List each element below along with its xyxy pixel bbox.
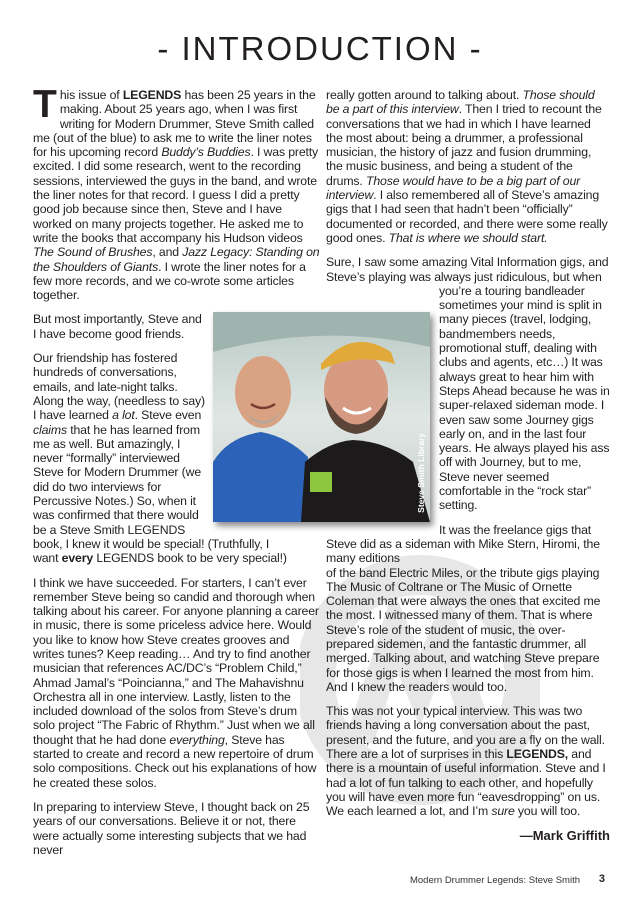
text-run: In preparing to interview Steve, I thought back on 25 years of our conversations. Believe it or not, there were actually some interesting subjects that we had never — [33, 799, 310, 857]
italic-text: Buddy’s Buddies — [161, 145, 251, 160]
running-footer: Modern Drummer Legends: Steve Smith — [409, 875, 580, 887]
text-run: LEGENDS book to be very special!) — [93, 551, 287, 566]
text-run: that he has learned from me as well. But amazingly, I never “formally” interviewed Steve for Modern Drummer (we did do two interviews for Percussive Notes.) So, when it was confirmed that there would be a Steve Smith LEGENDS book, I knew it would be special! (Truthfully, I — [33, 422, 270, 551]
text-run: his issue of — [59, 88, 123, 102]
paragraph-text — [326, 704, 606, 818]
text-run: , Steve has started to create and record a new repertoire of drum solo compositions. Check out his explanations of how he created these solos. — [33, 732, 317, 790]
intro-paragraph-5 — [326, 88, 610, 245]
text-run: , and — [152, 245, 183, 260]
paragraph-text — [326, 255, 608, 283]
intro-paragraph-1 — [33, 83, 320, 303]
paragraph-text — [326, 523, 600, 566]
text-run: of the band Electric Miles, or the tribute gigs playing The Music of Coltrane or The Music of Ornette Coleman that were always the ones that excited me the most. I witnessed many of them. That is where Steve’s role of the student of music, the over-prepared sidemen, and the fantastic drummer, all merged. Talking about, and watching Steve prepare for those gigs is when I learned the most from him. And I knew the readers would too. — [326, 565, 601, 694]
intro-paragraph-3 — [33, 576, 320, 790]
italic-text: The Sound of Brushes — [33, 245, 153, 260]
text-run: But most importantly, Steve and I have become good friends. — [33, 312, 202, 341]
italic-text: Jazz Legacy: Standing on the Shoulders of Giants — [33, 245, 320, 274]
text-run: and there is a mountain of useful information. Steve and I had a lot of fun talking to each other, and hopefully you will have even more fun “eavesdropping” on us. We each learned a lot, and I’m — [326, 747, 606, 819]
page-title: - INTRODUCTION - — [157, 30, 483, 67]
text-run: . I was pretty excited. I did some research, went to the recording sessions, interviewed the guys in the band, and wrote the liner notes for that record. I guess I did a pretty good job because since then, Steve and I have worked on many projects together. He asked me to write the books that accompany his Hudson videos — [33, 145, 319, 245]
paragraph-text — [33, 576, 319, 790]
drop-cap: T — [33, 83, 57, 126]
bold-text: LEGENDS, — [506, 747, 569, 762]
text-run: you will too. — [514, 804, 581, 819]
paragraph-text — [33, 800, 309, 857]
text-run: . I wrote the liner notes for a few more records, and we co-wrote some articles together. — [33, 259, 306, 303]
italic-text: sure — [491, 804, 515, 819]
paragraph-text — [33, 83, 320, 303]
italic-text: a lot — [112, 408, 135, 423]
italic-text: That is where we should start. — [388, 230, 548, 245]
italic-text: Those should be a part of this interview — [326, 88, 595, 117]
text-run: . Steve even — [134, 408, 202, 423]
intro-paragraph-7 — [326, 566, 610, 695]
text-run: want — [33, 551, 62, 566]
photo-credit: Steve Smith Library — [416, 432, 426, 513]
intro-paragraph-8 — [326, 704, 610, 818]
paragraph-text — [326, 566, 600, 694]
bold-text: every — [61, 551, 94, 566]
bold-text: LEGENDS — [122, 88, 182, 102]
paragraph-text — [33, 551, 287, 565]
author-signature: —Mark Griffith — [519, 827, 610, 843]
text-run: . I also remembered all of Steve’s amazing gigs that I had seen that hadn’t been “officially” documented or recorded, and there were some really good ones. — [326, 188, 608, 245]
text-run: really gotten around to talking about. — [326, 88, 523, 102]
text-run: you’re a touring bandleader sometimes your mind is split in many pieces (travel, lodging, bandmembers needs, promotional stuff, dealing with clubs and agents, etc…) It was always great to hear him with Steps Ahead because he was in super-relaxed sideman mode. I even saw some Journey gigs early on, and in the last four years. He always played his ass off with Journey, but to me, Steve never seemed comfortable in the “rock star” setting. — [439, 283, 610, 513]
intro-paragraph-2-end — [33, 551, 320, 565]
text-run: . Then I tried to recount the conversations that we had in which I have learned the most about: being a drummer, a professional musician, the history of jazz and fusion drumming, the music business, and being a student of the drums. — [326, 102, 602, 188]
text-run: Sure, I saw some amazing Vital Information gigs, and Steve’s playing was always just ridiculous, but when — [326, 255, 609, 284]
text-run: This was not your typical interview. This was two friends having a long conversation about the past, present, and the future, and you are a fly on the wall. There are a lot of surprises in this — [326, 704, 605, 762]
photo-steve-smith-and-author — [213, 312, 430, 522]
text-run: Our friendship has fostered hundreds of conversations, emails, and late-night talks. Along the way, (needless to say) I have learned — [33, 351, 206, 423]
text-run: It was the freelance gigs that Steve did as a sideman with Mike Stern, Hiromi, the many editions — [326, 522, 600, 566]
page-number: 3 — [598, 873, 605, 886]
italic-text: everything — [169, 732, 225, 747]
intro-paragraph-6 — [326, 255, 610, 284]
intro-paragraph-4 — [33, 800, 320, 857]
paragraph-text — [326, 88, 608, 245]
paragraph-text — [439, 284, 610, 512]
intro-paragraph-7-wrap — [326, 523, 610, 566]
italic-text: Those would have to be a big part of our interview — [326, 173, 581, 203]
italic-text: claims — [33, 422, 67, 437]
paragraph-text — [33, 312, 202, 340]
text-run: I think we have succeeded. For starters, I can’t ever remember Steve being so candid and thorough when talking about his career. For anyone planning a career in music, there is some priceless advice here. Would you like to know how Steve creates grooves and writes tunes? Keep reading… And try to find another musician that references AC/DC’s “Problem Child,” Ahmad Jamal’s “Poincianna,” and The Mahavishnu Orchestra all in one interview. Lastly, listen to the included download of the solos from Steve’s drum solo project “The Fabric of Rhythm.” Just when we all thought that he had done — [33, 575, 319, 747]
text-run: has been 25 years in the making. About 25 years ago, when I was first writing for Modern Drummer, Steve Smith called me (out of the blue) to ask me to write the liner notes for his upcoming record — [33, 88, 316, 160]
